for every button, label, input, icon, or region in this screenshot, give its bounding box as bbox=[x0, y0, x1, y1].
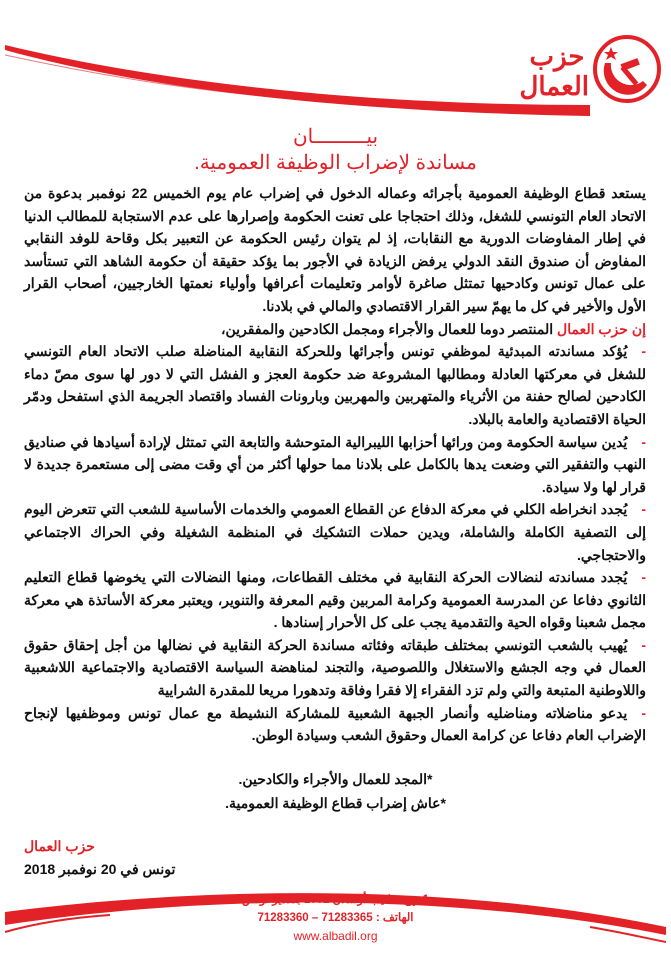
point-5 bbox=[24, 634, 646, 702]
point-text: يُجدد مساندته لنضالات الحركة النقابية في مختلف القطاعات، ومنها النضالات التي يخوضها قطاع التعليم الثانوي دفاعا عن المدرسة العمومية وكرامة المربين وقيم المعرفة والتنوير، ويعتبر معركة الأساتذة هي معركة مجمل شعبنا وقواه الحية والتقدمية يجب على كل الأحرار إسنادها . bbox=[24, 569, 646, 631]
bullet: - bbox=[641, 433, 646, 450]
footer-contact bbox=[0, 887, 671, 945]
header-swoosh bbox=[0, 40, 600, 120]
signature bbox=[24, 835, 647, 881]
point-3 bbox=[24, 498, 646, 566]
document-subtitle: مساندة لإضراب الوظيفة العمومية. bbox=[194, 152, 477, 174]
signature-place-date: تونس في 20 نوفمبر 2018 bbox=[24, 860, 176, 877]
bullet: - bbox=[641, 569, 646, 586]
footer-address: 1 نهج شكيب أرسلان 1002 بلفدير تونس bbox=[242, 893, 429, 906]
lead-text: المنتصر دوما للعمال والأجراء ومجمل الكادحين والمفقرين، bbox=[220, 320, 558, 337]
point-4 bbox=[24, 566, 646, 634]
document-content bbox=[0, 124, 671, 881]
closing-slogans bbox=[24, 767, 647, 815]
intro-paragraph: يستعد قطاع الوظيفة العمومية بأجرائه وعماله الدخول في إضراب عام يوم الخميس 22 نوفمبر بدعوة من الاتحاد العام التونسي للشغل، وذلك احتجاجا على تعنت الحكومة وإصرارها على عدم الاستجابة للمطالب الدنيا في إطار المفاوضات الدورية مع النقابات، إذ لم يتوان رئيس الحكومة عن التعبير بكل وقاحة للوفد النقابي المفاوض أن صندوق النقد الدولي يرفض الزيادة في الأجور بما يؤكد حقيقة أن حكومة الشاهد التي تستأسد على عمال تونس وكادحيها تمتثل صاغرة لأوامر وتعليمات أعرافها وأولياء نعمتها الخارجيين، أصحاب القرار الأول والأخير في كل ما يهمّ سير القرار الاقتصادي والمالي في بلادنا. bbox=[24, 185, 646, 314]
footer-phone: الهاتف : 71283365 – 71283360 bbox=[257, 911, 414, 924]
lead-paragraph bbox=[24, 318, 646, 341]
point-text: يُدين سياسة الحكومة ومن ورائها أحزابها الليبرالية المتوحشة والتابعة التي تمتثل لإرادة أسيادها في صناديق النهب والتفقير التي وضعت يدها بالكامل على بلادنا مما حولها أكثر من أي وقت مضى إلى مستعمرة جديدة لا قرار لها ولا سيادة. bbox=[24, 433, 646, 495]
hammer-sickle-icon bbox=[591, 33, 663, 105]
party-logo bbox=[513, 25, 663, 120]
point-1 bbox=[24, 340, 646, 430]
bullet: - bbox=[641, 343, 646, 360]
party-name-highlight: إن حزب العمال bbox=[557, 320, 646, 337]
slogan-1: *المجد للعمال والأجراء والكادحين. bbox=[238, 770, 433, 787]
footer-website-link[interactable]: www.albadil.org bbox=[293, 928, 378, 943]
point-text: يدعو مناضلاته ومناضليه وأنصار الجبهة الشعبية للمشاركة النشيطة مع عمال تونس وموظفيها لإنجاح الإضراب العام دفاعا عن كرامة العمال وحقوق الشعب وسيادة الوطن. bbox=[24, 704, 646, 744]
document-title: بيـــــــــان bbox=[292, 126, 379, 148]
bullet: - bbox=[641, 636, 646, 653]
point-2 bbox=[24, 431, 646, 499]
point-text: يُجدد انخراطه الكلي في معركة الدفاع عن القطاع العمومي والخدمات الأساسية للشعب التي تتعرض اليوم إلى التصفية الكاملة والشاملة، ويدين حملات التشكيك في المنظمة الشغيلة وفي الحراك الاجتماعي والاحتجاجي. bbox=[24, 501, 646, 563]
logo-text: حزب العمال bbox=[519, 41, 589, 101]
point-text: يُؤكد مساندته المبدئية لموظفي تونس وأجرائها وللحركة النقابية المناضلة صلب الاتحاد العام التونسي للشغل في معركتها العادلة ومطالبها المشروعة ضد حكومة العجز و الفشل التي لا دور لها سوى مصّ دماء الكادحين لصالح حفنة من الأثرياء والمتهربين والمهربين وبارونات الفساد واقتصاد الجريمة الذي استفحل ودمّر الحياة الاقتصادية والعامة بالبلاد. bbox=[24, 343, 646, 427]
signature-party: حزب العمال bbox=[24, 837, 95, 854]
point-6 bbox=[24, 702, 646, 747]
bullet: - bbox=[641, 704, 646, 721]
letterhead-footer bbox=[0, 887, 671, 949]
statement-body bbox=[24, 182, 646, 747]
bullet: - bbox=[641, 501, 646, 518]
slogan-2: *عاش إضراب قطاع الوظيفة العمومية. bbox=[225, 794, 446, 811]
letterhead bbox=[0, 0, 671, 120]
point-text: يُهيب بالشعب التونسي بمختلف طبقاته وفئاته مساندة الحركة النقابية في نضالها من أجل إحقاق حقوق العمال في وجه الجشع والاستغلال واللصوصية، والتجند لمناهضة السياسة الاقتصادية والاجتماعية اللاشعبية واللاوطنية المتبعة والتي ولم تزد الفقراء إلا فقرا وفاقة وتدهورا مريعا للمقدرة الشرايية bbox=[24, 636, 646, 699]
